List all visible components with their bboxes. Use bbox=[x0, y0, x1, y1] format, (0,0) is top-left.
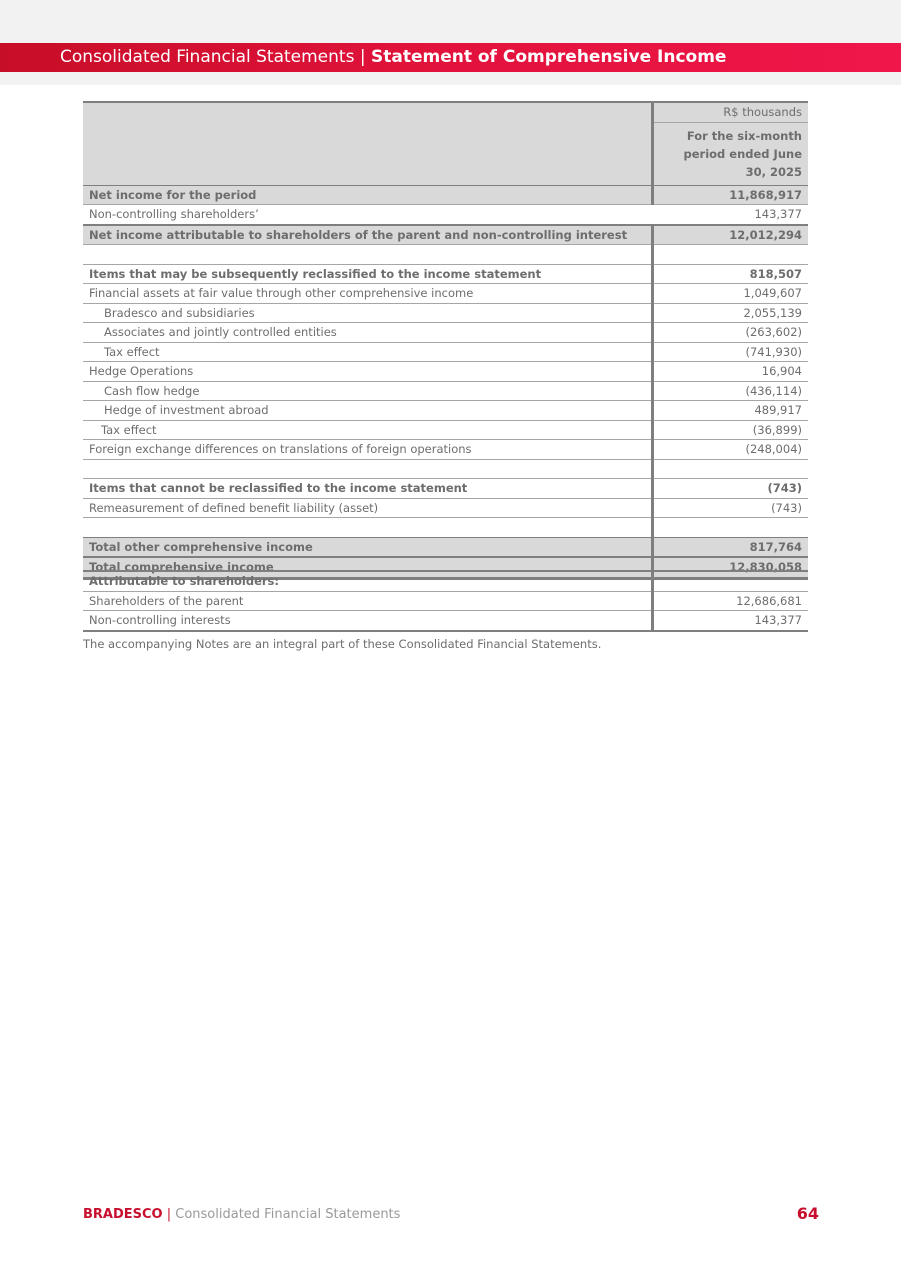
attributable-table bbox=[83, 570, 808, 632]
row-value: 16,904 bbox=[652, 362, 808, 382]
row-label: Associates and jointly controlled entities bbox=[83, 323, 652, 343]
table-row bbox=[83, 284, 808, 304]
row-value: 12,686,681 bbox=[652, 591, 808, 611]
row-value: 12,012,294 bbox=[652, 225, 808, 245]
table-row bbox=[83, 303, 808, 323]
row-value: 2,055,139 bbox=[652, 303, 808, 323]
table-row bbox=[83, 185, 808, 205]
table-row bbox=[83, 401, 808, 421]
row-value: (248,004) bbox=[652, 440, 808, 460]
attributable-heading: Attributable to shareholders: bbox=[83, 571, 652, 591]
row-label: Non-controlling shareholders’ bbox=[83, 205, 652, 225]
row-value: 12,830,058 bbox=[652, 557, 808, 578]
row-label: Items that cannot be reclassified to the income statement bbox=[83, 479, 652, 499]
comprehensive-income-table bbox=[83, 101, 808, 580]
row-label: Hedge Operations bbox=[83, 362, 652, 382]
row-label: Net income attributable to shareholders of the parent and non-controlling interest bbox=[83, 225, 652, 245]
page-title: Statement of Comprehensive Income bbox=[370, 47, 727, 67]
row-value: 489,917 bbox=[652, 401, 808, 421]
row-label: Items that may be subsequently reclassified to the income statement bbox=[83, 264, 652, 284]
table-row bbox=[83, 225, 808, 245]
row-value: 143,377 bbox=[652, 205, 808, 225]
row-value: (743) bbox=[652, 498, 808, 518]
row-label bbox=[83, 459, 652, 479]
table-row bbox=[83, 591, 808, 611]
row-label: Net income for the period bbox=[83, 185, 652, 205]
row-label: Cash flow hedge bbox=[83, 381, 652, 401]
row-label: Total comprehensive income bbox=[83, 557, 652, 578]
page-number: 64 bbox=[796, 1204, 819, 1223]
table-row bbox=[83, 611, 808, 631]
row-label: Non-controlling interests bbox=[83, 611, 652, 631]
table-row-spacer bbox=[83, 245, 808, 265]
row-value bbox=[652, 571, 808, 591]
table-row-spacer bbox=[83, 518, 808, 538]
row-label: Tax effect bbox=[83, 420, 652, 440]
table-row-spacer bbox=[83, 459, 808, 479]
row-value: (36,899) bbox=[652, 420, 808, 440]
footer bbox=[83, 1207, 400, 1222]
row-value: (436,114) bbox=[652, 381, 808, 401]
row-label bbox=[83, 518, 652, 538]
row-label: Financial assets at fair value through other comprehensive income bbox=[83, 284, 652, 304]
row-label: Tax effect bbox=[83, 342, 652, 362]
row-value bbox=[652, 245, 808, 265]
row-label: Total other comprehensive income bbox=[83, 537, 652, 557]
row-value: (743) bbox=[652, 479, 808, 499]
row-label: Shareholders of the parent bbox=[83, 591, 652, 611]
table-row bbox=[83, 362, 808, 382]
row-value: 143,377 bbox=[652, 611, 808, 631]
row-label bbox=[83, 245, 652, 265]
row-value: 11,868,917 bbox=[652, 185, 808, 205]
table-header-row bbox=[83, 102, 808, 122]
row-value: 817,764 bbox=[652, 537, 808, 557]
table-row bbox=[83, 440, 808, 460]
row-label: Remeasurement of defined benefit liability (asset) bbox=[83, 498, 652, 518]
period-header: For the six-month period ended June 30, 2025 bbox=[652, 122, 808, 185]
header-section: Consolidated Financial Statements bbox=[60, 47, 355, 67]
footer-separator: | bbox=[162, 1207, 176, 1222]
row-label: Hedge of investment abroad bbox=[83, 401, 652, 421]
table-row bbox=[83, 479, 808, 499]
table-row bbox=[83, 264, 808, 284]
row-value: 1,049,607 bbox=[652, 284, 808, 304]
header-separator: | bbox=[354, 47, 371, 67]
footer-text: Consolidated Financial Statements bbox=[175, 1207, 401, 1222]
row-label: Bradesco and subsidiaries bbox=[83, 303, 652, 323]
row-value: (741,930) bbox=[652, 342, 808, 362]
row-value: 818,507 bbox=[652, 264, 808, 284]
row-label: Foreign exchange differences on translations of foreign operations bbox=[83, 440, 652, 460]
row-value bbox=[652, 518, 808, 538]
table-row bbox=[83, 342, 808, 362]
table-row bbox=[83, 381, 808, 401]
footnote: The accompanying Notes are an integral part of these Consolidated Financial Statements. bbox=[83, 637, 602, 651]
table-row bbox=[83, 498, 808, 518]
page-header bbox=[60, 47, 726, 67]
table-row bbox=[83, 205, 808, 225]
footer-brand: BRADESCO bbox=[83, 1207, 163, 1222]
table-row bbox=[83, 537, 808, 557]
row-value bbox=[652, 459, 808, 479]
units-label: R$ thousands bbox=[652, 102, 808, 122]
table-row bbox=[83, 420, 808, 440]
table-row bbox=[83, 571, 808, 591]
table-row bbox=[83, 323, 808, 343]
header-label-cell bbox=[83, 102, 652, 185]
row-value: (263,602) bbox=[652, 323, 808, 343]
